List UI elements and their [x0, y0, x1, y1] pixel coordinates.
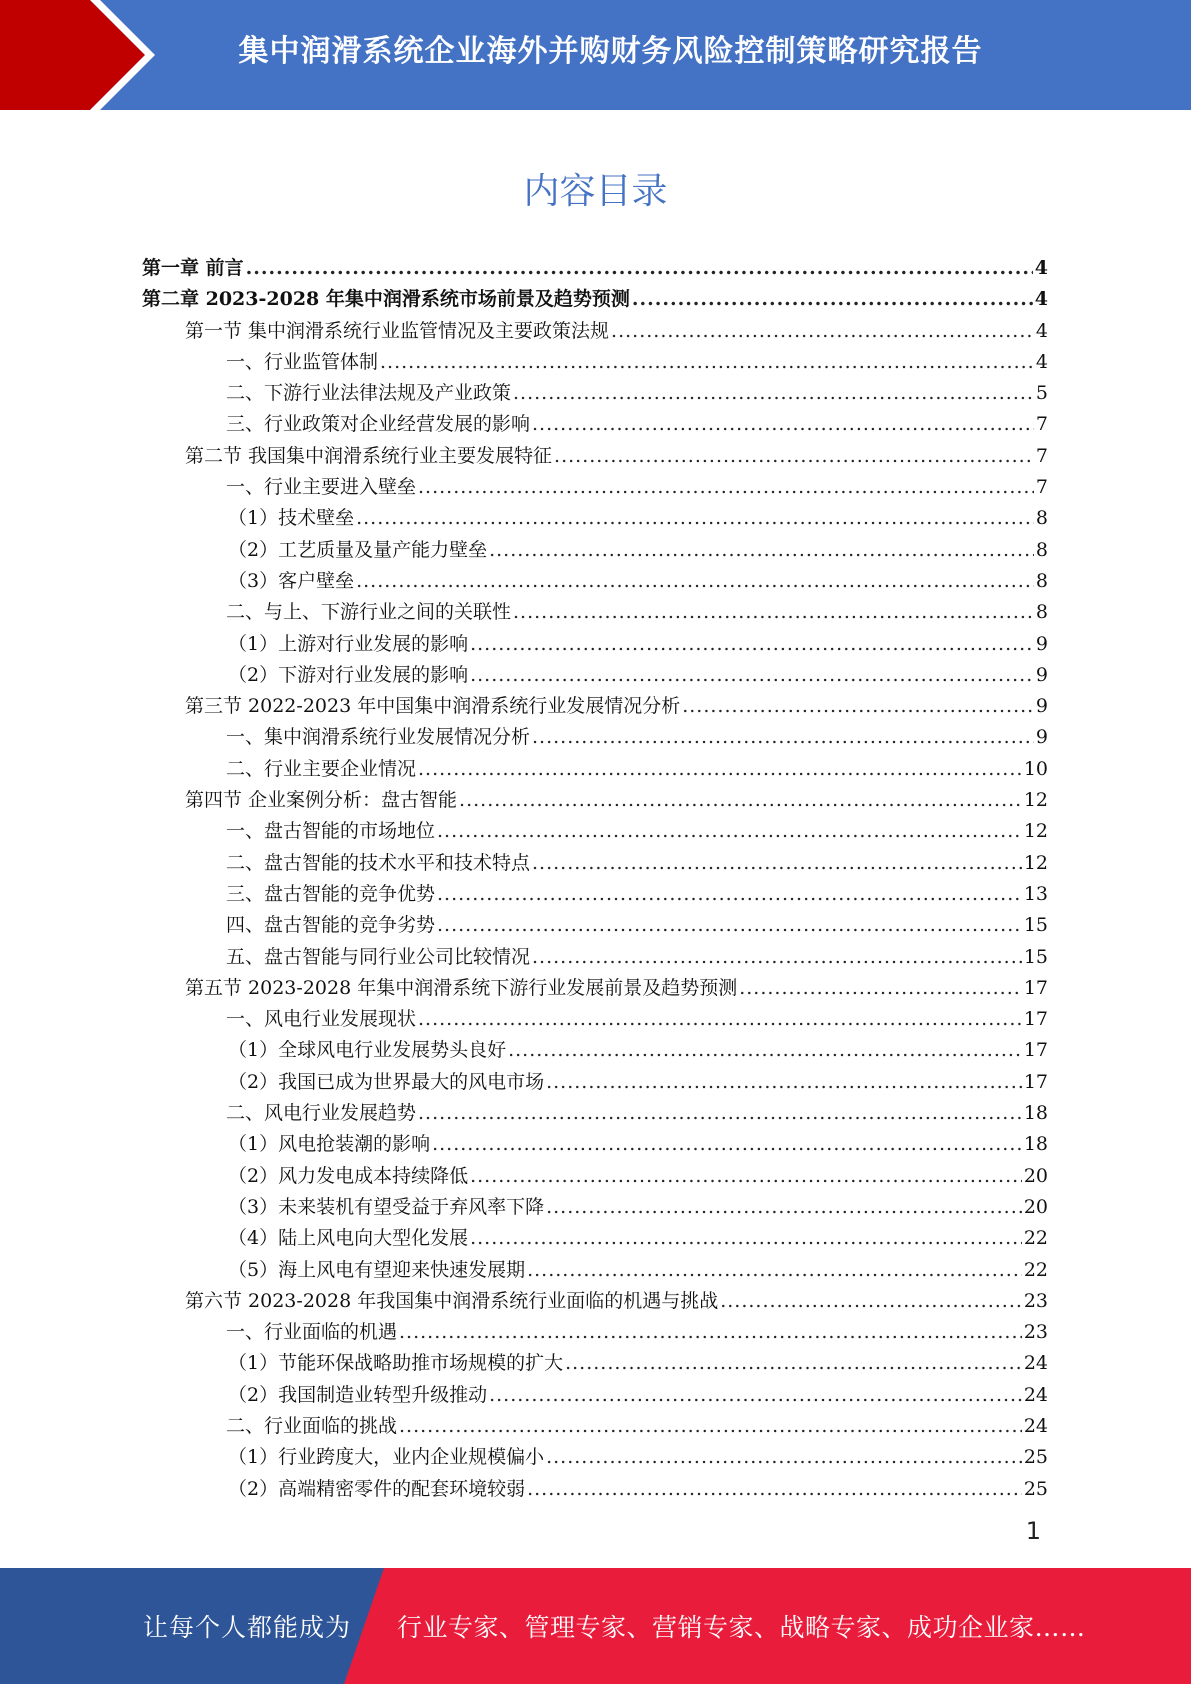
- toc-entry-text: （1）风电抢装潮的影响: [228, 1133, 431, 1156]
- toc-entry[interactable]: [142, 785, 1048, 816]
- toc-leader-dots: [470, 1223, 1022, 1254]
- toc-entry[interactable]: [142, 441, 1048, 472]
- toc-entry[interactable]: [142, 566, 1048, 597]
- toc-entry[interactable]: [142, 347, 1048, 378]
- toc-entry[interactable]: [142, 472, 1048, 503]
- toc-leader-dots: [489, 1380, 1022, 1411]
- toc-entry-text: 二、行业面临的挑战: [226, 1414, 398, 1437]
- toc-entry-text: 第三节 2022-2023 年中国集中润滑系统行业发展情况分析: [185, 695, 681, 718]
- toc-leader-dots: [437, 910, 1022, 941]
- toc-entry[interactable]: [142, 848, 1048, 879]
- report-title: 集中润滑系统企业海外并购财务风险控制策略研究报告: [238, 34, 983, 69]
- toc-leader-dots: [418, 472, 1034, 503]
- toc-entry[interactable]: [142, 284, 1048, 315]
- toc-entry-text: 第二章 2023-2028 年集中润滑系统市场前景及趋势预测: [142, 288, 630, 311]
- toc-entry-text: 二、风电行业发展趋势: [226, 1102, 417, 1125]
- toc-entry-page: 20: [1023, 1164, 1048, 1187]
- toc-entry-text: 一、行业面临的机遇: [226, 1321, 398, 1344]
- toc-entry-text: （1）上游对行业发展的影响: [228, 632, 469, 655]
- toc-leader-dots: [546, 1067, 1022, 1098]
- toc-entry[interactable]: [142, 503, 1048, 534]
- toc-leader-dots: [380, 347, 1034, 378]
- page-number: 1: [1025, 1517, 1041, 1545]
- toc-entry-page: 15: [1023, 914, 1048, 937]
- toc-entry[interactable]: [142, 1161, 1048, 1192]
- toc-entry-page: 25: [1023, 1446, 1048, 1469]
- toc-entry[interactable]: [142, 316, 1048, 347]
- toc-entry-text: 一、集中润滑系统行业发展情况分析: [226, 726, 531, 749]
- toc-entry[interactable]: [142, 1286, 1048, 1317]
- toc-entry[interactable]: [142, 973, 1048, 1004]
- toc-entry-text: 第六节 2023-2028 年我国集中润滑系统行业面临的机遇与挑战: [185, 1289, 719, 1312]
- toc-leader-dots: [356, 566, 1034, 597]
- toc-entry[interactable]: [142, 879, 1048, 910]
- toc-entry-page: 7: [1035, 444, 1048, 467]
- toc-entry-page: 24: [1023, 1383, 1048, 1406]
- toc-entry-text: （2）风力发电成本持续降低: [228, 1164, 469, 1187]
- toc-leader-dots: [437, 879, 1022, 910]
- toc-entry[interactable]: [142, 1442, 1048, 1473]
- toc-entry[interactable]: [142, 1255, 1048, 1286]
- toc-entry-page: 4: [1034, 288, 1048, 311]
- toc-entry-page: 9: [1035, 695, 1048, 718]
- toc-entry[interactable]: [142, 1129, 1048, 1160]
- toc-entry[interactable]: [142, 1317, 1048, 1348]
- toc-leader-dots: [508, 1035, 1022, 1066]
- toc-entry[interactable]: [142, 1098, 1048, 1129]
- toc-entry-text: 二、与上、下游行业之间的关联性: [226, 601, 512, 624]
- toc-entry-page: 8: [1035, 538, 1048, 561]
- toc-entry-page: 23: [1023, 1321, 1048, 1344]
- toc-entry-page: 17: [1023, 1070, 1048, 1093]
- toc-leader-dots: [399, 1411, 1022, 1442]
- toc-entry[interactable]: [142, 253, 1048, 284]
- toc-entry-text: （1）行业跨度大，业内企业规模偏小: [228, 1446, 545, 1469]
- toc-entry-page: 25: [1023, 1477, 1048, 1500]
- toc-entry-page: 12: [1023, 820, 1048, 843]
- toc-entry[interactable]: [142, 1348, 1048, 1379]
- toc-entry-text: 三、行业政策对企业经营发展的影响: [226, 413, 531, 436]
- toc-entry-text: （2）我国制造业转型升级推动: [228, 1383, 488, 1406]
- toc-entry[interactable]: [142, 754, 1048, 785]
- toc-entry-page: 8: [1035, 601, 1048, 624]
- toc-leader-dots: [246, 253, 1033, 284]
- toc-entry[interactable]: [142, 1380, 1048, 1411]
- toc-entry[interactable]: [142, 1035, 1048, 1066]
- footer-slogan-right: 行业专家、管理专家、营销专家、战略专家、成功企业家……: [397, 1613, 1086, 1642]
- toc-entry-page: 24: [1023, 1352, 1048, 1375]
- toc-entry-page: 4: [1035, 350, 1048, 373]
- toc-leader-dots: [611, 316, 1034, 347]
- toc-leader-dots: [356, 503, 1034, 534]
- toc-entry[interactable]: [142, 691, 1048, 722]
- toc-leader-dots: [513, 378, 1034, 409]
- toc-entry-text: 第一章 前言: [142, 257, 244, 279]
- toc-leader-dots: [739, 973, 1022, 1004]
- toc-entry[interactable]: [142, 722, 1048, 753]
- toc-entry[interactable]: [142, 660, 1048, 691]
- toc-entry-page: 24: [1023, 1414, 1048, 1437]
- toc-entry-text: 五、盘古智能与同行业公司比较情况: [226, 945, 531, 968]
- toc-entry-page: 7: [1035, 413, 1048, 436]
- toc-entry-page: 17: [1023, 976, 1048, 999]
- toc-entry-page: 22: [1023, 1227, 1048, 1250]
- toc-entry-text: （1）节能环保战略助推市场规模的扩大: [228, 1352, 564, 1375]
- toc-leader-dots: [489, 535, 1034, 566]
- toc-entry-page: 8: [1035, 569, 1048, 592]
- toc-leader-dots: [418, 754, 1022, 785]
- toc-leader-dots: [470, 660, 1034, 691]
- toc-entry-text: 二、下游行业法律法规及产业政策: [226, 382, 512, 405]
- toc-entry-page: 17: [1023, 1039, 1048, 1062]
- toc-entry[interactable]: [142, 910, 1048, 941]
- toc-entry-text: （2）高端精密零件的配套环境较弱: [228, 1477, 526, 1500]
- toc-entry-text: 第一节 集中润滑系统行业监管情况及主要政策法规: [185, 319, 610, 342]
- toc-entry-page: 15: [1023, 945, 1048, 968]
- toc-entry-text: （2）工艺质量及量产能力壁垒: [228, 538, 488, 561]
- toc-entry-page: 22: [1023, 1258, 1048, 1281]
- toc-entry-text: 二、盘古智能的技术水平和技术特点: [226, 851, 531, 874]
- toc-leader-dots: [532, 722, 1034, 753]
- toc-entry-page: 12: [1023, 851, 1048, 874]
- toc-entry-page: 18: [1023, 1102, 1048, 1125]
- toc-entry-page: 5: [1035, 382, 1048, 405]
- footer-banner: [0, 1568, 1191, 1684]
- toc-leader-dots: [513, 597, 1034, 628]
- toc-entry-text: （3）客户壁垒: [228, 569, 355, 592]
- toc-leader-dots: [459, 785, 1022, 816]
- toc-entry-page: 9: [1035, 663, 1048, 686]
- toc-entry-text: 四、盘古智能的竞争劣势: [226, 914, 436, 937]
- toc-entry-text: 一、行业主要进入壁垒: [226, 476, 417, 499]
- toc-entry[interactable]: [142, 1192, 1048, 1223]
- toc-leader-dots: [532, 848, 1022, 879]
- toc-entry-page: 9: [1035, 632, 1048, 655]
- toc-entry[interactable]: [142, 1067, 1048, 1098]
- toc-entry[interactable]: [142, 942, 1048, 973]
- toc-entry-page: 10: [1023, 757, 1048, 780]
- toc-entry-page: 8: [1035, 507, 1048, 530]
- toc-leader-dots: [632, 284, 1033, 315]
- toc-leader-dots: [546, 1192, 1022, 1223]
- toc-entry[interactable]: [142, 535, 1048, 566]
- toc-leader-dots: [418, 1098, 1022, 1129]
- toc-entry[interactable]: [142, 1223, 1048, 1254]
- toc-entry-text: 三、盘古智能的竞争优势: [226, 882, 436, 905]
- toc-leader-dots: [532, 942, 1022, 973]
- toc-entry-page: 18: [1023, 1133, 1048, 1156]
- toc-leader-dots: [546, 1442, 1022, 1473]
- toc-entry[interactable]: [142, 629, 1048, 660]
- toc-entry-text: （2）我国已成为世界最大的风电市场: [228, 1070, 545, 1093]
- toc-leader-dots: [470, 629, 1034, 660]
- toc-leader-dots: [565, 1348, 1022, 1379]
- toc-entry-page: 9: [1035, 726, 1048, 749]
- toc-entry-text: （1）全球风电行业发展势头良好: [228, 1039, 507, 1062]
- toc-entry[interactable]: [142, 597, 1048, 628]
- toc-entry-page: 20: [1023, 1195, 1048, 1218]
- toc-leader-dots: [532, 409, 1034, 440]
- toc-entry-text: （5）海上风电有望迎来快速发展期: [228, 1258, 526, 1281]
- toc-entry[interactable]: [142, 1004, 1048, 1035]
- toc-entry-text: 第五节 2023-2028 年集中润滑系统下游行业发展前景及趋势预测: [185, 976, 738, 999]
- toc-leader-dots: [682, 691, 1034, 722]
- toc-entry-text: 一、盘古智能的市场地位: [226, 820, 436, 843]
- toc-leader-dots: [399, 1317, 1022, 1348]
- toc-entry-page: 4: [1034, 257, 1048, 279]
- toc-entry[interactable]: [142, 409, 1048, 440]
- toc-heading: 内容目录: [523, 171, 668, 212]
- toc-entry-page: 13: [1023, 882, 1048, 905]
- toc-leader-dots: [527, 1255, 1022, 1286]
- toc-entry-page: 12: [1023, 789, 1048, 812]
- toc-entry-page: 23: [1023, 1289, 1048, 1312]
- toc-leader-dots: [720, 1286, 1022, 1317]
- table-of-contents: [142, 253, 1048, 1505]
- toc-entry-text: 第四节 企业案例分析：盘古智能: [185, 789, 458, 812]
- toc-entry-text: （1）技术壁垒: [228, 507, 355, 530]
- toc-entry-page: 4: [1035, 319, 1048, 342]
- toc-entry-text: 第二节 我国集中润滑系统行业主要发展特征: [185, 444, 553, 467]
- toc-entry-text: 二、行业主要企业情况: [226, 757, 417, 780]
- toc-entry[interactable]: [142, 816, 1048, 847]
- toc-entry-text: （4）陆上风电向大型化发展: [228, 1227, 469, 1250]
- header-banner: [0, 0, 1191, 110]
- toc-leader-dots: [554, 441, 1034, 472]
- toc-entry[interactable]: [142, 1474, 1048, 1505]
- footer-slogan-left: 让每个人都能成为: [143, 1613, 352, 1642]
- toc-leader-dots: [527, 1474, 1022, 1505]
- toc-entry-text: （2）下游对行业发展的影响: [228, 663, 469, 686]
- toc-leader-dots: [437, 816, 1022, 847]
- toc-entry-page: 7: [1035, 476, 1048, 499]
- toc-leader-dots: [418, 1004, 1022, 1035]
- toc-leader-dots: [432, 1129, 1022, 1160]
- toc-leader-dots: [470, 1161, 1022, 1192]
- toc-entry[interactable]: [142, 1411, 1048, 1442]
- toc-entry-text: 一、行业监管体制: [226, 350, 379, 373]
- toc-entry[interactable]: [142, 378, 1048, 409]
- toc-entry-text: （3）未来装机有望受益于弃风率下降: [228, 1195, 545, 1218]
- toc-entry-text: 一、风电行业发展现状: [226, 1008, 417, 1031]
- toc-entry-page: 17: [1023, 1008, 1048, 1031]
